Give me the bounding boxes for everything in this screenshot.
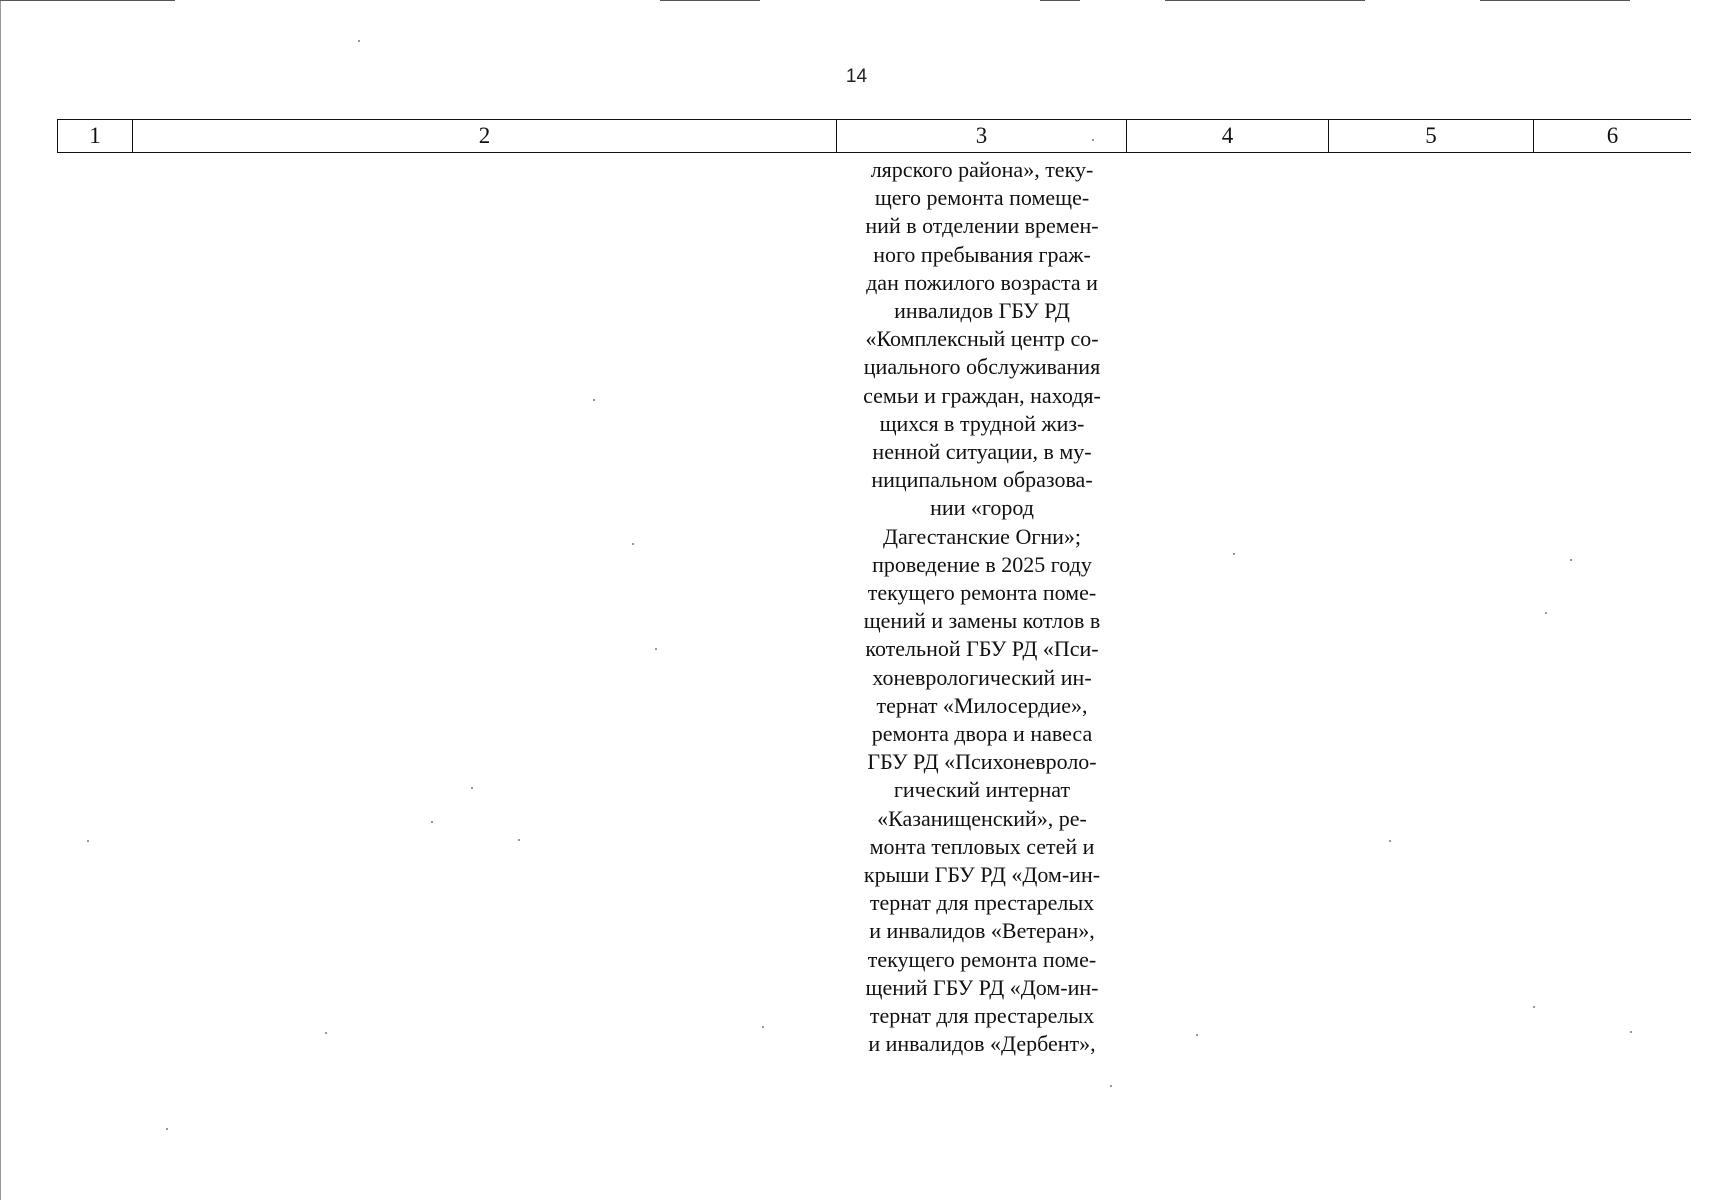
column-3-text-line: «Комплексный центр со- xyxy=(865,326,1099,352)
column-3-text-line: и инвалидов «Дербент», xyxy=(868,1031,1096,1057)
scan-speck xyxy=(632,543,634,545)
scan-top-edge xyxy=(660,0,760,1)
column-3-text-line: и инвалидов «Ветеран», xyxy=(869,918,1095,944)
column-3-text-line: ниципальном образова- xyxy=(871,467,1093,493)
column-header-6: 6 xyxy=(1606,123,1619,148)
scan-left-border xyxy=(0,0,1,1200)
column-3-text-line: текущего ремонта поме- xyxy=(867,580,1097,606)
column-3-text-line: ний в отделении времен- xyxy=(865,213,1099,239)
column-3-text-line: текущего ремонта поме- xyxy=(867,946,1097,972)
column-3-text-line: семьи и граждан, находя- xyxy=(863,382,1101,408)
column-3-text-line: нии «город xyxy=(930,495,1034,521)
column-3-text-line: щихся в трудной жиз- xyxy=(879,410,1085,436)
column-3-text-line: ремонта двора и навеса xyxy=(871,721,1093,747)
column-3-text-line: Дагестанские Огни»; xyxy=(882,523,1082,549)
scan-speck xyxy=(593,399,595,401)
column-3-text-line: тернат для престарелых xyxy=(869,1003,1095,1029)
column-3-text-line: инвалидов ГБУ РД xyxy=(894,298,1070,324)
column-header-1: 1 xyxy=(57,120,133,152)
scan-speck xyxy=(655,648,657,650)
page-number: 14 xyxy=(845,66,868,87)
scan-top-edge xyxy=(1165,0,1365,1)
scan-top-edge xyxy=(1040,0,1080,1)
column-header-4: 4 xyxy=(1127,120,1329,152)
scan-speck xyxy=(1630,1031,1632,1033)
column-3-text-line: щего ремонта помеще- xyxy=(874,185,1090,211)
scan-speck xyxy=(431,821,433,823)
column-3-text-line: котельной ГБУ РД «Пси- xyxy=(865,636,1099,662)
scan-speck xyxy=(518,839,520,841)
column-3-text-line: ненной ситуации, в му- xyxy=(872,439,1092,465)
column-3-text-line: ного пребывания граж- xyxy=(873,241,1091,267)
scan-speck xyxy=(1570,559,1572,561)
scan-speck xyxy=(166,1128,168,1130)
column-3-text-line: гический интернат xyxy=(893,777,1071,803)
scan-speck xyxy=(1110,1085,1112,1087)
column-3-text-line: «Казанищенский», ре- xyxy=(877,805,1087,831)
scan-top-edge xyxy=(1480,0,1630,1)
column-header-2: 2 xyxy=(133,120,837,152)
column-3-text-line: дан пожилого возраста и xyxy=(866,269,1098,295)
column-3-text-line: лярского района», теку- xyxy=(870,157,1094,182)
scan-speck xyxy=(1533,1006,1535,1008)
column-header-5: 5 xyxy=(1329,120,1534,152)
scan-speck xyxy=(358,40,360,42)
column-3-cell-text xyxy=(837,156,1127,1059)
scan-top-edge xyxy=(0,0,175,1)
column-3-text-line: щений и замены котлов в xyxy=(863,608,1101,634)
column-3-text-line: проведение в 2025 году xyxy=(872,551,1092,577)
column-3-text-line: ГБУ РД «Психоневроло- xyxy=(867,749,1097,775)
scan-speck xyxy=(1389,840,1391,842)
scan-speck xyxy=(1545,612,1547,614)
column-3-text-line: крыши ГБУ РД «Дом-ин- xyxy=(863,862,1101,888)
table-header-row xyxy=(57,119,1691,153)
column-3-text-line: монта тепловых сетей и xyxy=(869,833,1095,859)
column-3-text-line: щений ГБУ РД «Дом-ин- xyxy=(865,974,1099,1000)
column-3-text-line: хоневрологический ин- xyxy=(872,664,1092,690)
scan-speck xyxy=(471,787,473,789)
scan-speck xyxy=(1092,139,1094,141)
scan-speck xyxy=(1196,1034,1198,1036)
column-3-text-line: тернат «Милосердие», xyxy=(876,692,1088,718)
column-header-3: 3 xyxy=(837,120,1127,152)
scan-speck xyxy=(325,1032,327,1034)
column-3-text-line: циального обслуживания xyxy=(863,354,1101,380)
scan-speck xyxy=(87,840,89,842)
column-3-text-line: тернат для престарелых xyxy=(869,890,1095,916)
scan-speck xyxy=(1233,553,1235,555)
scan-speck xyxy=(762,1026,764,1028)
